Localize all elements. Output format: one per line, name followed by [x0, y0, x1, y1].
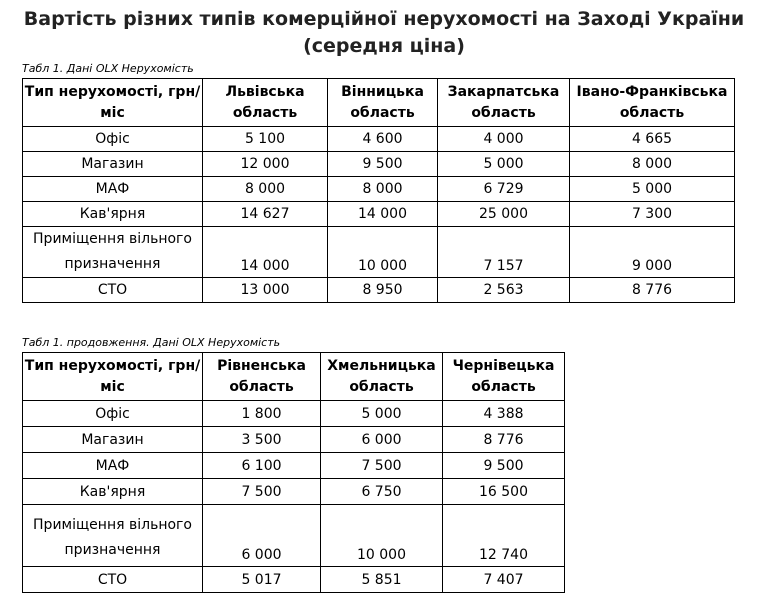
table-cell: 6 750	[321, 479, 443, 505]
row-label: СТО	[23, 278, 203, 303]
table-cell: 6 000	[203, 505, 321, 567]
table-cell: 5 000	[321, 401, 443, 427]
table-cell: 6 729	[438, 177, 570, 202]
table-cell: 10 000	[328, 227, 438, 278]
row-label: Приміщення вільного призначення	[23, 505, 203, 567]
table1-header: Львівська область	[203, 79, 328, 127]
table-cell: 8 000	[203, 177, 328, 202]
table-cell: 12 000	[203, 152, 328, 177]
table1-header: Тип нерухомості, грн/міс	[23, 79, 203, 127]
table-cell: 8 776	[443, 427, 565, 453]
table-cell: 6 100	[203, 453, 321, 479]
table2-header: Тип нерухомості, грн/міс	[23, 353, 203, 401]
table-row	[23, 177, 735, 202]
table-cell: 4 000	[438, 127, 570, 152]
table-row	[23, 567, 565, 593]
table-row	[23, 453, 565, 479]
table-cell: 3 500	[203, 427, 321, 453]
table-cell: 7 407	[443, 567, 565, 593]
table-cell: 8 000	[570, 152, 735, 177]
table1-header: Вінницька область	[328, 79, 438, 127]
table-cell: 5 851	[321, 567, 443, 593]
table1-header: Івано-Франківська область	[570, 79, 735, 127]
table-cell: 14 000	[328, 202, 438, 227]
table-cell: 5 017	[203, 567, 321, 593]
table-cell: 5 000	[438, 152, 570, 177]
table-cell: 4 665	[570, 127, 735, 152]
table-cell: 25 000	[438, 202, 570, 227]
table2-header: Хмельницька область	[321, 353, 443, 401]
table-cell: 8 950	[328, 278, 438, 303]
table2-caption: Табл 1. продовження. Дані OLX Нерухомість	[22, 336, 281, 349]
table-row	[23, 227, 735, 278]
table-cell: 6 000	[321, 427, 443, 453]
page-title	[0, 6, 768, 60]
row-label: Офіс	[23, 401, 203, 427]
table-cell: 4 600	[328, 127, 438, 152]
row-label: Магазин	[23, 427, 203, 453]
table-row	[23, 202, 735, 227]
table1-caption: Табл 1. Дані OLX Нерухомість	[22, 62, 194, 75]
row-label: Магазин	[23, 152, 203, 177]
table-cell: 5 000	[570, 177, 735, 202]
row-label: Кав'ярня	[23, 479, 203, 505]
table-cell: 14 627	[203, 202, 328, 227]
table-cell: 13 000	[203, 278, 328, 303]
table2-header-row	[23, 353, 565, 401]
table-cell: 9 000	[570, 227, 735, 278]
table-cell: 9 500	[443, 453, 565, 479]
table-cell: 8 000	[328, 177, 438, 202]
table-row	[23, 401, 565, 427]
table1-header: Закарпатська область	[438, 79, 570, 127]
table-cell: 2 563	[438, 278, 570, 303]
row-label: СТО	[23, 567, 203, 593]
table-cell: 8 776	[570, 278, 735, 303]
table-row	[23, 152, 735, 177]
table-cell: 14 000	[203, 227, 328, 278]
row-label: МАФ	[23, 177, 203, 202]
table-cell: 16 500	[443, 479, 565, 505]
table-cell: 7 500	[321, 453, 443, 479]
table2	[22, 352, 565, 593]
table-row	[23, 127, 735, 152]
table-cell: 9 500	[328, 152, 438, 177]
title-line-2: (середня ціна)	[303, 35, 465, 57]
title-line-1: Вартість різних типів комерційної нерухомості на Заході України	[23, 8, 745, 30]
row-label: Приміщення вільного призначення	[23, 227, 203, 278]
table-cell: 5 100	[203, 127, 328, 152]
table-row	[23, 278, 735, 303]
table-cell: 4 388	[443, 401, 565, 427]
table-row	[23, 505, 565, 567]
row-label: МАФ	[23, 453, 203, 479]
row-label: Офіс	[23, 127, 203, 152]
table-cell: 1 800	[203, 401, 321, 427]
table-cell: 7 300	[570, 202, 735, 227]
table-cell: 12 740	[443, 505, 565, 567]
table2-header: Рівненська область	[203, 353, 321, 401]
row-label: Кав'ярня	[23, 202, 203, 227]
table-row	[23, 479, 565, 505]
table-row	[23, 427, 565, 453]
table-cell: 10 000	[321, 505, 443, 567]
table1	[22, 78, 735, 303]
table1-header-row	[23, 79, 735, 127]
table-cell: 7 500	[203, 479, 321, 505]
table-cell: 7 157	[438, 227, 570, 278]
table2-header: Чернівецька область	[443, 353, 565, 401]
